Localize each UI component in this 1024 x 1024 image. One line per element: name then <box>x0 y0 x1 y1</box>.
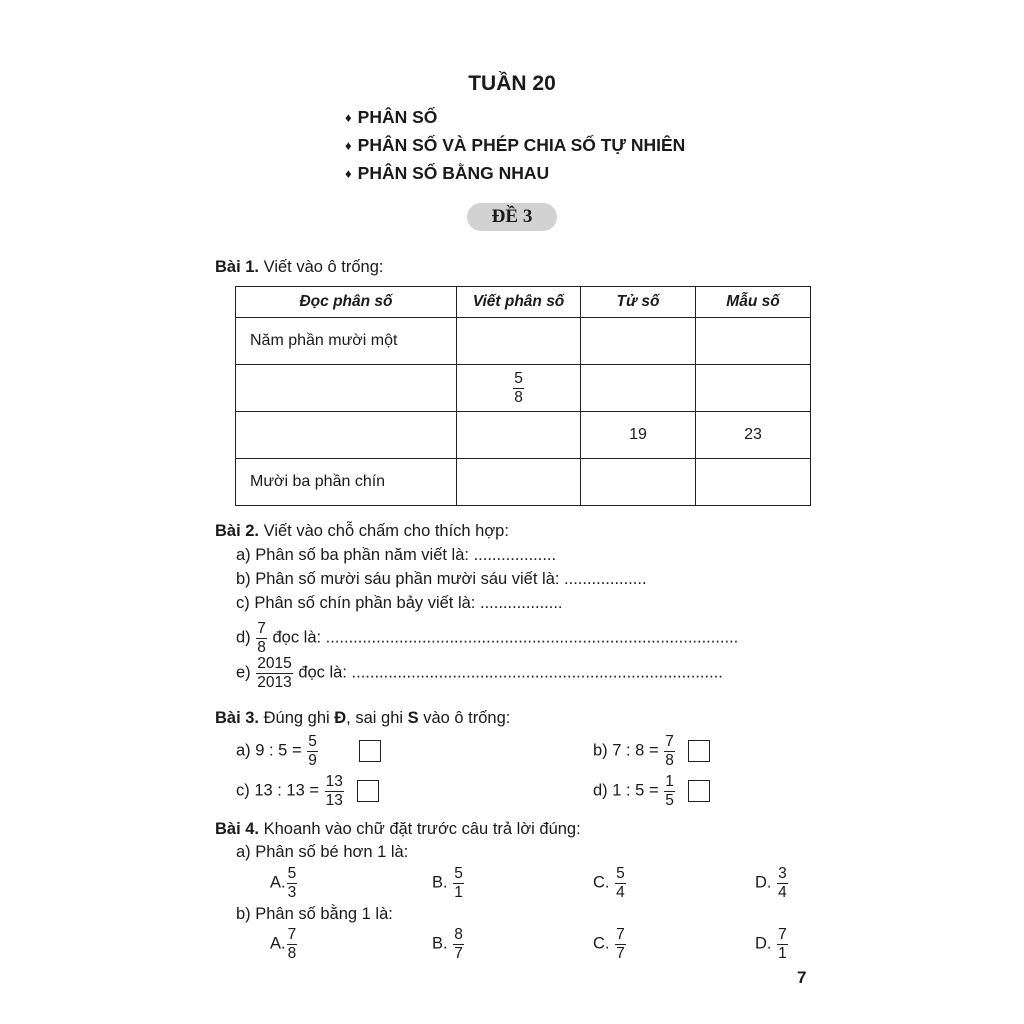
bai4-question-b: b) Phân số bằng 1 là: <box>236 905 393 923</box>
column-header: Đọc phân số <box>236 287 457 318</box>
exam-badge: ĐỀ 3 <box>467 203 557 231</box>
option-c[interactable]: C. $\frac{5}{4}$ <box>593 865 625 901</box>
write-fraction-cell[interactable] <box>457 459 581 506</box>
fraction: $\frac{5}{8}$ <box>514 370 523 406</box>
bai2-heading: Bài 2. Viết vào chỗ chấm cho thích hợp: <box>215 522 509 540</box>
option-c[interactable]: C. $\frac{7}{7}$ <box>593 926 625 962</box>
numerator-cell[interactable]: 19 <box>581 412 696 459</box>
fraction: $\frac{5}{1}$ <box>454 865 463 901</box>
bai3-item-d: d) 1 : 5 = $\frac{1}{5}$ <box>593 774 710 808</box>
table-row <box>236 365 811 412</box>
answer-checkbox[interactable] <box>688 740 710 762</box>
answer-checkbox[interactable] <box>688 780 710 802</box>
table-row <box>236 459 811 506</box>
write-fraction-cell[interactable] <box>457 365 581 412</box>
fraction: $\frac{7}{8}$ <box>665 733 674 769</box>
topic-item: ♦ PHÂN SỐ BẰNG NHAU <box>345 163 550 183</box>
table-row <box>236 318 811 365</box>
fraction: $\frac{7}{8}$ <box>257 620 266 656</box>
page-number: 7 <box>797 968 807 987</box>
diamond-bullet-icon: ♦ <box>345 110 352 125</box>
answer-checkbox[interactable] <box>359 740 381 762</box>
read-fraction-cell[interactable]: Mười ba phần chín <box>236 459 457 506</box>
fraction: $\frac{5}{9}$ <box>308 733 317 769</box>
fraction: $\frac{7}{1}$ <box>778 926 787 962</box>
bai2-item-b[interactable]: b) Phân số mười sáu phần mười sáu viết là: .................. <box>236 570 647 588</box>
fraction-table <box>235 286 811 506</box>
answer-checkbox[interactable] <box>357 780 379 802</box>
diamond-bullet-icon: ♦ <box>345 166 352 181</box>
numerator-cell[interactable] <box>581 365 696 412</box>
table-row <box>236 412 811 459</box>
bai2-item-e[interactable]: e) $\frac{2015}{2013}$ đọc là: ................................................................................. <box>236 655 723 691</box>
numerator-cell[interactable] <box>581 459 696 506</box>
bai3-heading: Bài 3. Đúng ghi Đ, sai ghi S vào ô trống: <box>215 709 511 727</box>
read-fraction-cell[interactable] <box>236 412 457 459</box>
bai3-item-c: c) 13 : 13 = $\frac{13}{13}$ <box>236 774 379 808</box>
denominator-cell[interactable]: 23 <box>696 412 811 459</box>
numerator-cell[interactable] <box>581 318 696 365</box>
diamond-bullet-icon: ♦ <box>345 138 352 153</box>
column-header: Mẫu số <box>696 287 811 318</box>
fraction: $\frac{7}{8}$ <box>287 926 297 962</box>
column-header: Tử số <box>581 287 696 318</box>
bai4-heading: Bài 4. Khoanh vào chữ đặt trước câu trả lời đúng: <box>215 820 581 838</box>
topic-item: ♦ PHÂN SỐ VÀ PHÉP CHIA SỐ TỰ NHIÊN <box>345 135 686 155</box>
bai3-item-a: a) 9 : 5 = $\frac{5}{9}$ <box>236 734 381 768</box>
fraction: $\frac{7}{7}$ <box>616 926 625 962</box>
option-d[interactable]: D. $\frac{3}{4}$ <box>755 865 787 901</box>
option-a[interactable]: A. $\frac{5}{3}$ <box>270 865 297 901</box>
bai1-heading: Bài 1. Viết vào ô trống: <box>215 258 384 276</box>
option-d[interactable]: D. $\frac{7}{1}$ <box>755 926 787 962</box>
write-fraction-cell[interactable] <box>457 318 581 365</box>
option-b[interactable]: B. $\frac{8}{7}$ <box>432 926 463 962</box>
column-header: Viết phân số <box>457 287 581 318</box>
denominator-cell[interactable] <box>696 318 811 365</box>
bai2-item-a[interactable]: a) Phân số ba phần năm viết là: .................. <box>236 546 557 564</box>
fraction: $\frac{13}{13}$ <box>325 773 343 809</box>
denominator-cell[interactable] <box>696 365 811 412</box>
bai2-item-d[interactable]: d) $\frac{7}{8}$ đọc là: .......................................................................................... <box>236 620 739 656</box>
write-fraction-cell[interactable] <box>457 412 581 459</box>
read-fraction-cell[interactable]: Năm phần mười một <box>236 318 457 365</box>
fraction: $\frac{3}{4}$ <box>778 865 787 901</box>
option-b[interactable]: B. $\frac{5}{1}$ <box>432 865 463 901</box>
bai2-item-c[interactable]: c) Phân số chín phần bảy viết là: .................. <box>236 594 563 612</box>
fraction: $\frac{2015}{2013}$ <box>257 655 292 691</box>
bai3-item-b: b) 7 : 8 = $\frac{7}{8}$ <box>593 734 710 768</box>
fraction: $\frac{8}{7}$ <box>454 926 463 962</box>
read-fraction-cell[interactable] <box>236 365 457 412</box>
topic-item: ♦ PHÂN SỐ <box>345 107 438 127</box>
fraction: $\frac{1}{5}$ <box>665 773 674 809</box>
option-a[interactable]: A. $\frac{7}{8}$ <box>270 926 297 962</box>
week-title: TUẦN 20 <box>468 72 556 95</box>
topic-list <box>345 104 685 188</box>
denominator-cell[interactable] <box>696 459 811 506</box>
table-header-row <box>236 287 811 318</box>
fraction: $\frac{5}{3}$ <box>287 865 297 901</box>
fraction: $\frac{5}{4}$ <box>616 865 625 901</box>
bai4-question-a: a) Phân số bé hơn 1 là: <box>236 843 409 861</box>
